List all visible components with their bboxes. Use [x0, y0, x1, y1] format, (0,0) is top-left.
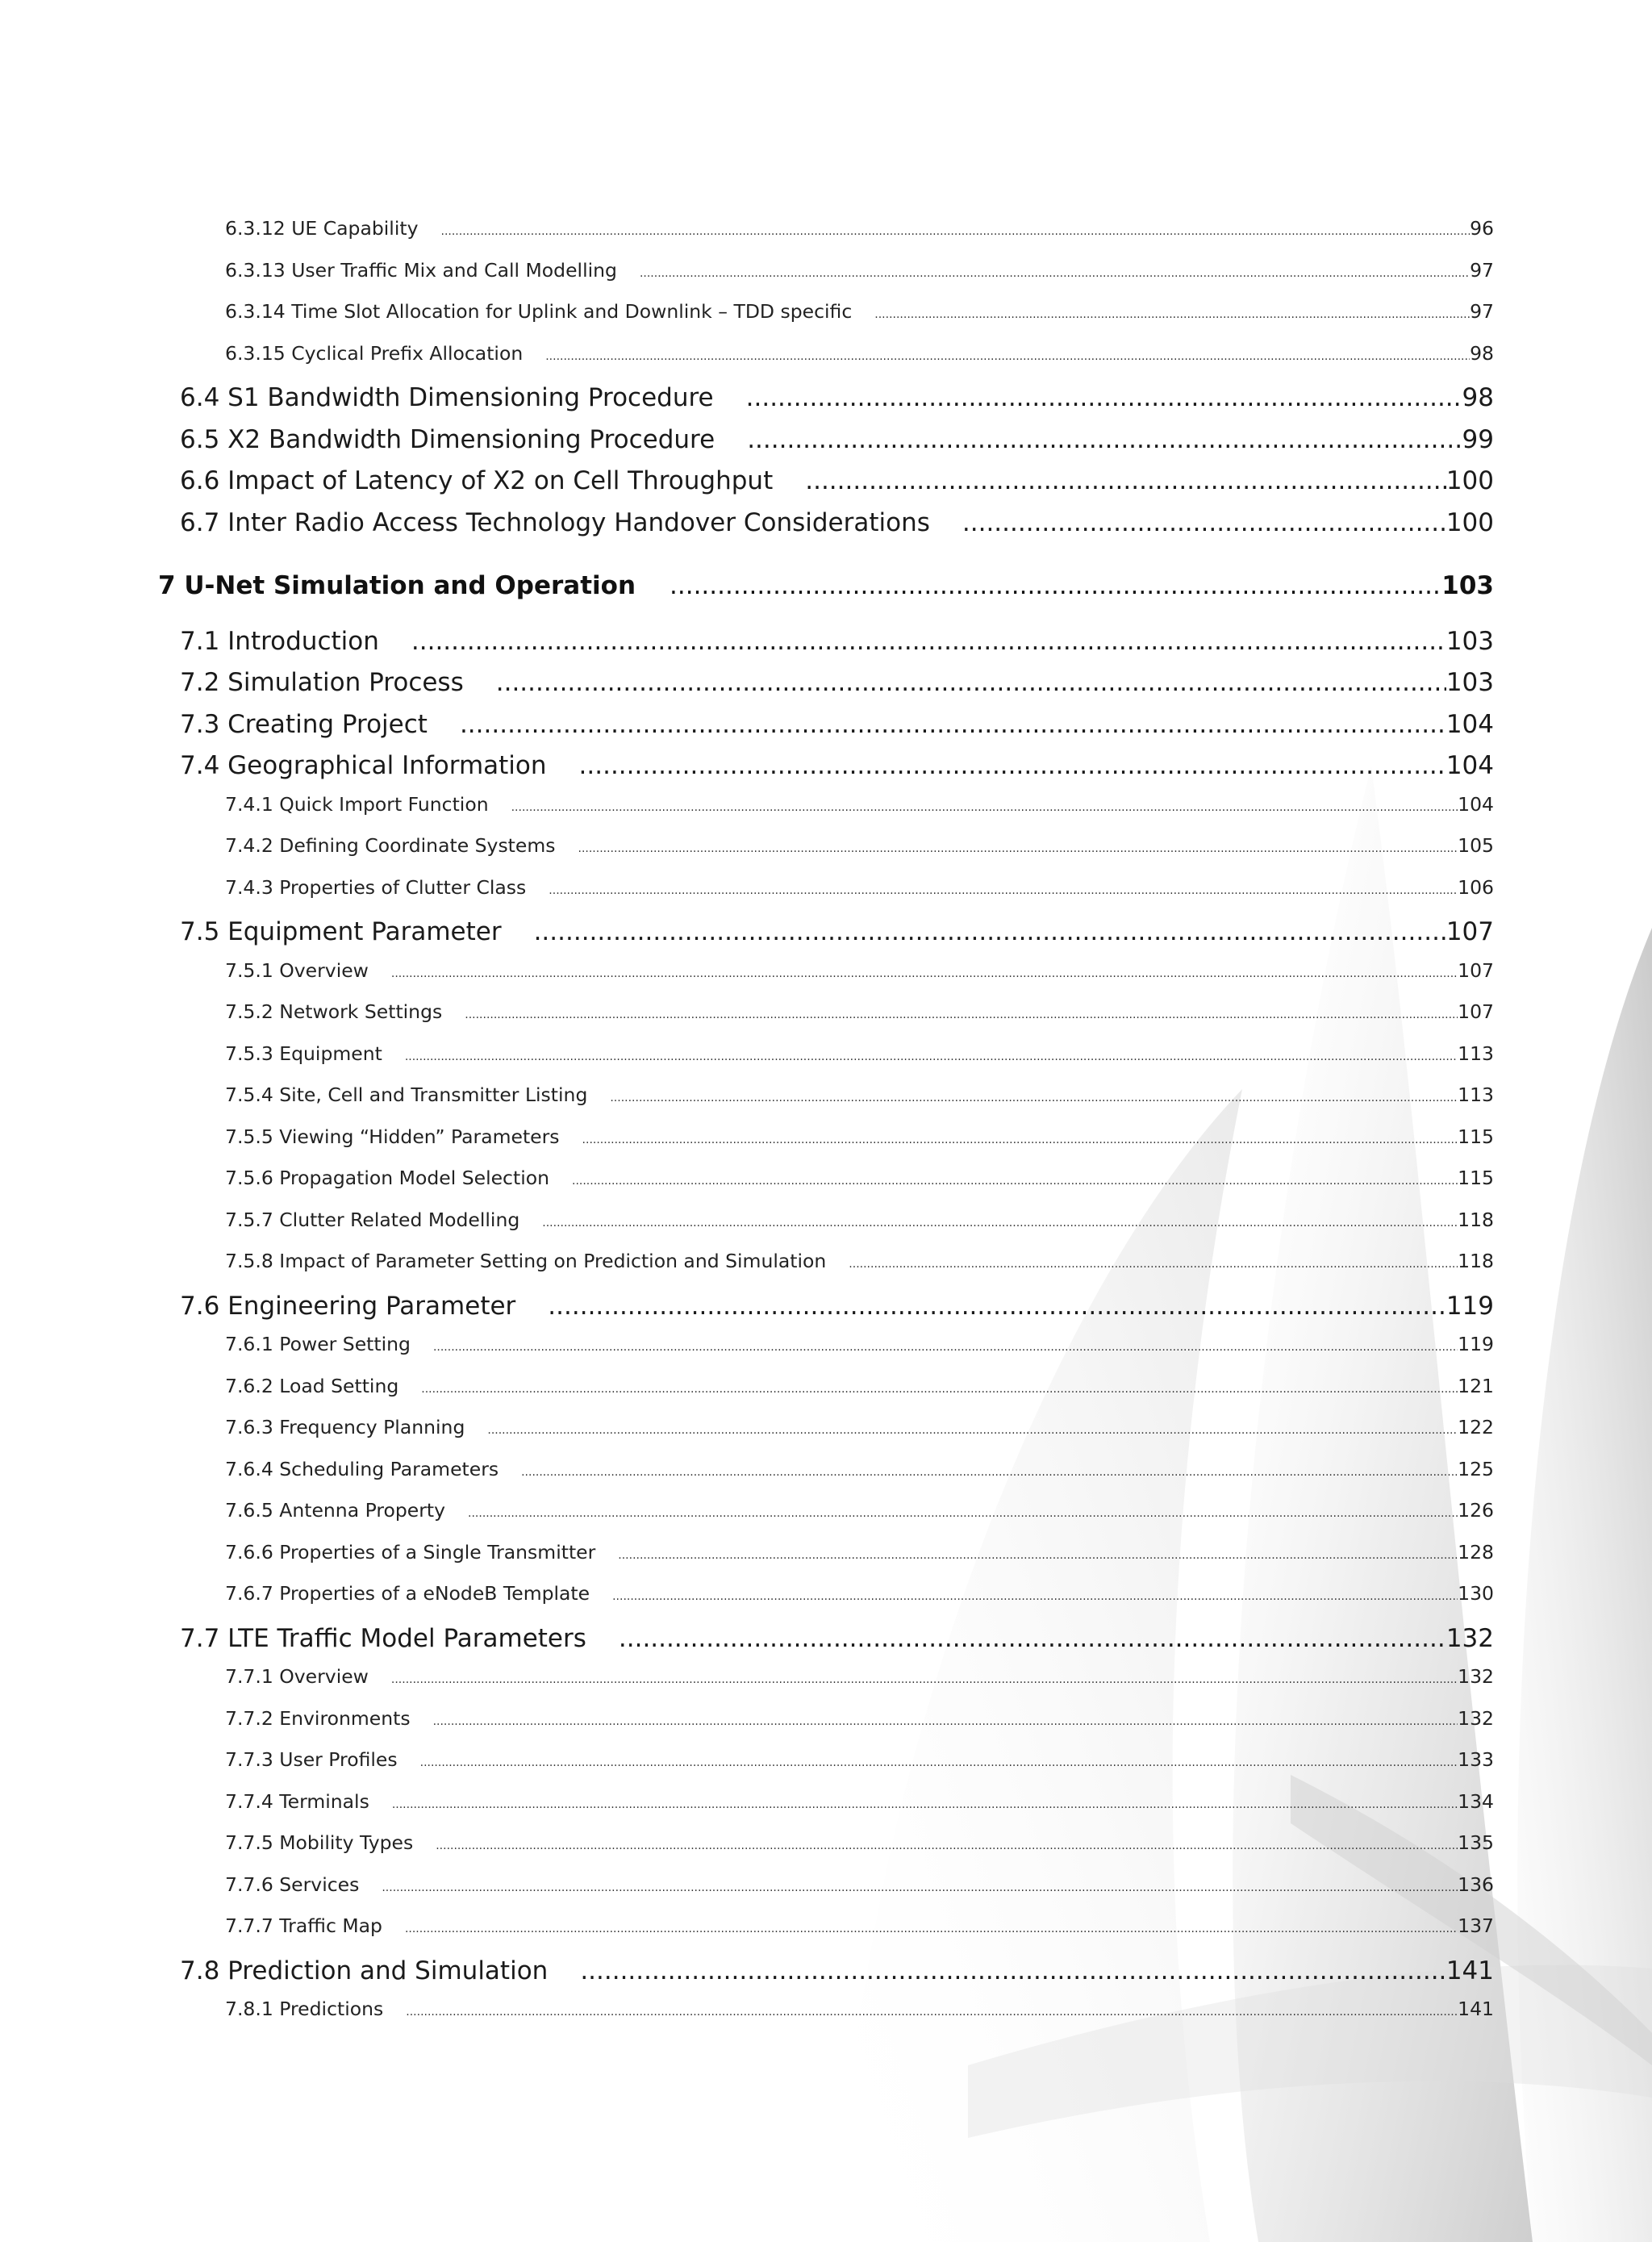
toc-entry-title: 7.6.2 Load Setting: [225, 1374, 399, 1397]
toc-entry-title: 7.8.1 Predictions: [225, 1998, 384, 2020]
toc-entry-page-number: 125: [1458, 1457, 1494, 1480]
dot-leader: [640, 267, 1470, 280]
toc-entry-page-number: 97: [1470, 300, 1494, 323]
toc-entry-title: 7.1 Introduction: [180, 626, 379, 656]
toc-entry-title: 7.7.7 Traffic Map: [225, 1914, 382, 1937]
dot-leader: [411, 627, 1446, 656]
toc-entry-title: 7.4.1 Quick Import Function: [225, 792, 489, 816]
toc-subsection-entry[interactable]: [225, 1499, 1494, 1522]
dot-leader: [460, 710, 1446, 739]
dot-leader: [747, 425, 1462, 454]
toc-entry-page-number: 126: [1458, 1499, 1494, 1522]
dot-leader: [392, 1798, 1458, 1811]
toc-entry-page-number: 135: [1458, 1831, 1494, 1854]
toc-entry-title: 7.6.1 Power Setting: [225, 1333, 411, 1355]
toc-entry-title: 7.2 Simulation Process: [180, 668, 464, 697]
toc-entry-title: 7.6.3 Frequency Planning: [225, 1416, 465, 1438]
dot-leader: [580, 1956, 1446, 1985]
dot-leader: [433, 1715, 1458, 1728]
dot-leader: [582, 1134, 1458, 1146]
toc-entry-title: 7.7.2 Environments: [225, 1706, 411, 1730]
toc-entry-page-number: 118: [1458, 1208, 1494, 1231]
toc-entry-title: 7.5.2 Network Settings: [225, 1000, 443, 1023]
toc-section-entry[interactable]: [180, 508, 1494, 537]
toc-subsection-entry[interactable]: [225, 959, 1494, 982]
toc-entry-page-number: 113: [1458, 1042, 1494, 1065]
toc-entry-page-number: 103: [1446, 668, 1494, 697]
toc-subsection-entry[interactable]: [225, 1209, 1494, 1231]
toc-entry-page-number: 136: [1458, 1873, 1494, 1896]
dot-leader: [618, 1549, 1458, 1562]
dot-leader: [433, 1341, 1458, 1354]
dot-leader: [962, 508, 1446, 537]
dot-leader: [545, 350, 1470, 363]
dot-leader: [579, 751, 1446, 780]
toc-entry-title: 7.6.7 Properties of a eNodeB Template: [225, 1582, 590, 1605]
dot-leader: [382, 1881, 1458, 1894]
toc-entry-title: 7.5.8 Impact of Parameter Setting on Prediction and Simulation: [225, 1250, 827, 1272]
toc-section-entry[interactable]: [180, 710, 1494, 739]
toc-entry-page-number: 121: [1458, 1374, 1494, 1397]
toc-subsection-entry[interactable]: [225, 1665, 1494, 1688]
toc-subsection-entry[interactable]: [225, 300, 1494, 323]
toc-subsection-entry[interactable]: [225, 876, 1494, 899]
toc-entry-page-number: 103: [1441, 570, 1494, 600]
toc-entry-title: 7.5.6 Propagation Model Selection: [225, 1167, 549, 1189]
toc-section-entry[interactable]: [180, 1292, 1494, 1321]
toc-entry-page-number: 100: [1446, 466, 1494, 495]
toc-entry-title: 7.7.3 User Profiles: [225, 1748, 398, 1771]
toc-entry-page-number: 106: [1458, 875, 1494, 899]
toc-subsection-entry[interactable]: [225, 1831, 1494, 1854]
toc-entry-title: 6.6 Impact of Latency of X2 on Cell Throughput: [180, 466, 774, 495]
toc-entry-page-number: 137: [1458, 1914, 1494, 1937]
dot-leader: [521, 1466, 1458, 1479]
toc-subsection-entry[interactable]: [225, 793, 1494, 816]
toc-entry-title: 7.4 Geographical Information: [180, 751, 547, 780]
toc-subsection-entry[interactable]: [225, 259, 1494, 282]
dot-leader: [548, 1292, 1446, 1321]
toc-subsection-entry[interactable]: [225, 1541, 1494, 1564]
toc-entry-title: 6.3.12 UE Capability: [225, 217, 419, 240]
toc-entry-title: 6.4 S1 Bandwidth Dimensioning Procedure: [180, 383, 714, 412]
toc-entry-page-number: 104: [1458, 792, 1494, 816]
dot-leader: [610, 1092, 1458, 1104]
toc-entry-page-number: 119: [1458, 1333, 1494, 1355]
toc-entry-title: 7.6.4 Scheduling Parameters: [225, 1457, 499, 1480]
toc-entry-title: 7.7 LTE Traffic Model Parameters: [180, 1623, 586, 1653]
toc-entry-page-number: 96: [1470, 217, 1494, 240]
toc-entry-title: 7.6.6 Properties of a Single Transmitter: [225, 1540, 596, 1564]
toc-entry-title: 7.7.6 Services: [225, 1873, 360, 1896]
dot-leader: [534, 917, 1446, 946]
toc-entry-page-number: 107: [1458, 958, 1494, 982]
toc-entry-title: 6.3.15 Cyclical Prefix Allocation: [225, 341, 524, 365]
dot-leader: [746, 383, 1462, 412]
toc-entry-page-number: 132: [1458, 1706, 1494, 1730]
toc-subsection-entry[interactable]: [225, 834, 1494, 857]
toc-subsection-entry[interactable]: [225, 1582, 1494, 1605]
toc-entry-page-number: 133: [1458, 1748, 1494, 1771]
toc-entry-title: 7.4.3 Properties of Clutter Class: [225, 875, 527, 899]
toc-entry-page-number: 98: [1462, 383, 1494, 412]
toc-entry-page-number: 104: [1446, 751, 1494, 780]
dot-leader: [436, 1839, 1458, 1852]
dot-leader: [670, 571, 1441, 600]
toc-subsection-entry[interactable]: [225, 1748, 1494, 1771]
toc-section-entry[interactable]: [180, 751, 1494, 780]
toc-section-entry[interactable]: [180, 627, 1494, 656]
toc-subsection-entry[interactable]: [225, 1458, 1494, 1480]
dot-leader: [542, 1217, 1458, 1230]
toc-subsection-entry[interactable]: [225, 1416, 1494, 1438]
dot-leader: [405, 1050, 1458, 1063]
toc-entry-title: 7.6 Engineering Parameter: [180, 1291, 516, 1321]
toc-entry-title: 7.6.5 Antenna Property: [225, 1499, 446, 1522]
toc-entry-title: 7 U-Net Simulation and Operation: [158, 570, 636, 600]
toc-entry-title: 7.8 Prediction and Simulation: [180, 1956, 549, 1985]
toc-subsection-entry[interactable]: [225, 1873, 1494, 1896]
toc-entry-page-number: 105: [1458, 834, 1494, 857]
toc-entry-title: 7.5.1 Overview: [225, 958, 369, 982]
toc-entry-title: 7.4.2 Defining Coordinate Systems: [225, 834, 556, 857]
toc-section-entry[interactable]: [180, 1956, 1494, 1985]
toc-entry-page-number: 100: [1446, 507, 1494, 537]
toc-entry-page-number: 113: [1458, 1083, 1494, 1106]
toc-section-entry[interactable]: [180, 917, 1494, 946]
toc-subsection-entry[interactable]: [225, 1083, 1494, 1106]
toc-subsection-entry[interactable]: [225, 1042, 1494, 1065]
toc-section-entry[interactable]: [180, 668, 1494, 697]
dot-leader: [487, 1424, 1458, 1437]
toc-entry-page-number: 132: [1446, 1623, 1494, 1653]
dot-leader: [849, 1258, 1458, 1271]
toc-entry-page-number: 141: [1458, 1998, 1494, 2020]
toc-subsection-entry[interactable]: [225, 1167, 1494, 1189]
dot-leader: [578, 842, 1458, 855]
toc-subsection-entry[interactable]: [225, 1790, 1494, 1813]
toc-subsection-entry[interactable]: [225, 1707, 1494, 1730]
toc-entry-page-number: 104: [1446, 709, 1494, 739]
toc-entry-page-number: 128: [1458, 1540, 1494, 1564]
toc-entry-page-number: 122: [1458, 1416, 1494, 1438]
toc-entry-page-number: 107: [1446, 917, 1494, 946]
dot-leader: [405, 1923, 1458, 1935]
toc-entry-page-number: 141: [1446, 1956, 1494, 1985]
toc-subsection-entry[interactable]: [225, 1125, 1494, 1148]
toc-entry-page-number: 115: [1458, 1167, 1494, 1189]
dot-leader: [441, 225, 1471, 238]
dot-leader: [420, 1756, 1458, 1769]
toc-entry-page-number: 119: [1446, 1291, 1494, 1321]
toc-subsection-entry[interactable]: [225, 1000, 1494, 1023]
toc-entry-page-number: 134: [1458, 1789, 1494, 1813]
toc-entry-page-number: 98: [1470, 341, 1494, 365]
toc-entry-title: 7.5.7 Clutter Related Modelling: [225, 1208, 520, 1231]
toc-entry-page-number: 97: [1470, 258, 1494, 282]
dot-leader: [874, 308, 1470, 321]
toc-subsection-entry[interactable]: [225, 1250, 1494, 1272]
dot-leader: [572, 1175, 1458, 1188]
toc-entry-title: 6.3.14 Time Slot Allocation for Uplink and Downlink – TDD specific: [225, 300, 853, 323]
dot-leader: [619, 1624, 1446, 1653]
toc-entry-title: 6.7 Inter Radio Access Technology Handover Considerations: [180, 507, 930, 537]
toc-chapter-entry[interactable]: [158, 571, 1494, 600]
dot-leader: [496, 668, 1446, 697]
toc-entry-title: 7.7.1 Overview: [225, 1665, 369, 1688]
toc-entry-title: 7.3 Creating Project: [180, 709, 428, 739]
toc-entry-title: 7.7.4 Terminals: [225, 1789, 369, 1813]
toc-subsection-entry[interactable]: [225, 1914, 1494, 1937]
toc-entry-title: 7.5.3 Equipment: [225, 1042, 382, 1065]
toc-subsection-entry[interactable]: [225, 1998, 1494, 2020]
toc-entry-page-number: 107: [1458, 1000, 1494, 1023]
dot-leader: [612, 1590, 1458, 1603]
toc-entry-title: 7.7.5 Mobility Types: [225, 1831, 414, 1854]
dot-leader: [391, 967, 1458, 980]
dot-leader: [391, 1673, 1458, 1686]
dot-leader: [406, 2006, 1458, 2019]
toc-section-entry[interactable]: [180, 466, 1494, 495]
toc-entry-title: 6.3.13 User Traffic Mix and Call Modelling: [225, 258, 617, 282]
toc-entry-title: 7.5.4 Site, Cell and Transmitter Listing: [225, 1083, 588, 1106]
toc-entry-page-number: 118: [1458, 1250, 1494, 1272]
toc-subsection-entry[interactable]: [225, 1375, 1494, 1397]
toc-entry-title: 7.5.5 Viewing “Hidden” Parameters: [225, 1125, 560, 1148]
toc-entry-page-number: 132: [1458, 1665, 1494, 1688]
toc-subsection-entry[interactable]: [225, 1333, 1494, 1355]
dot-leader: [468, 1507, 1458, 1520]
toc-subsection-entry[interactable]: [225, 217, 1494, 240]
toc-entry-page-number: 130: [1458, 1582, 1494, 1605]
toc-section-entry[interactable]: [180, 383, 1494, 412]
toc-subsection-entry[interactable]: [225, 342, 1494, 365]
toc-entry-page-number: 103: [1446, 626, 1494, 656]
toc-entry-page-number: 115: [1458, 1125, 1494, 1148]
toc-entry-title: 6.5 X2 Bandwidth Dimensioning Procedure: [180, 424, 715, 454]
dot-leader: [511, 801, 1458, 814]
toc-section-entry[interactable]: [180, 425, 1494, 454]
toc-entry-page-number: 99: [1462, 424, 1494, 454]
dot-leader: [805, 466, 1446, 495]
dot-leader: [465, 1008, 1458, 1021]
dot-leader: [421, 1383, 1458, 1396]
toc-entry-title: 7.5 Equipment Parameter: [180, 917, 502, 946]
toc-section-entry[interactable]: [180, 1624, 1494, 1653]
dot-leader: [549, 884, 1458, 897]
